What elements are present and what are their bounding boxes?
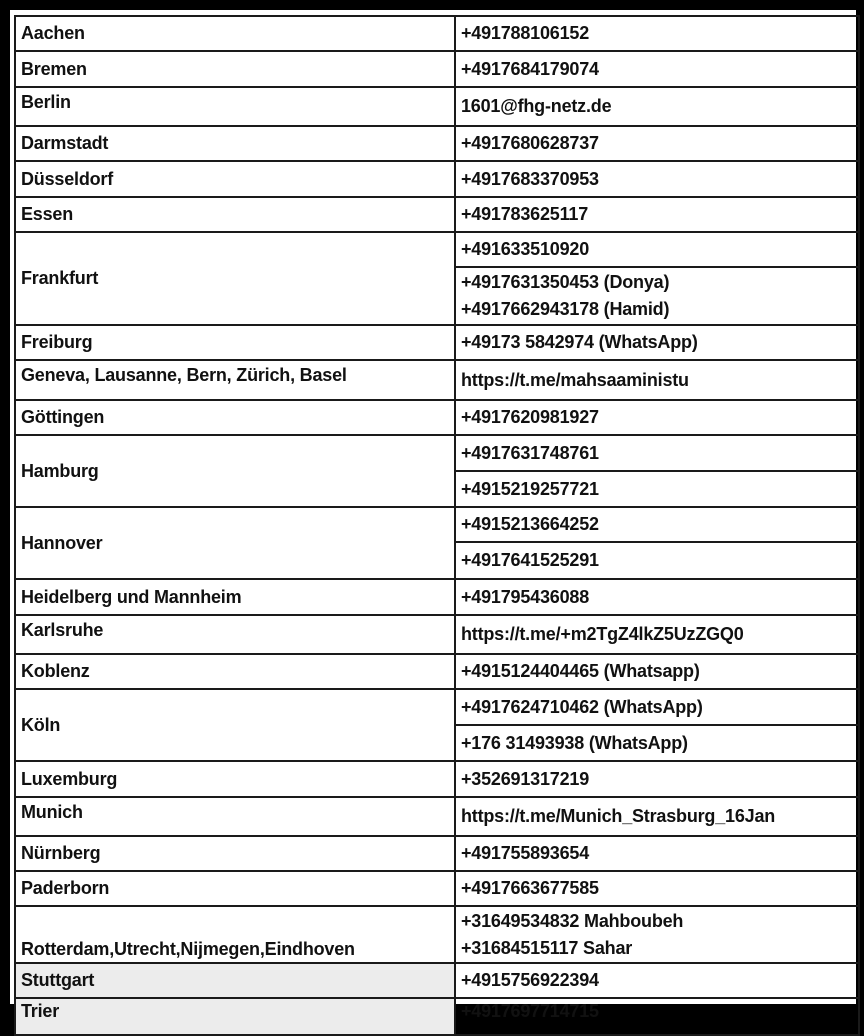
city-cell: Hamburg: [15, 435, 455, 507]
city-cell: Trier: [15, 998, 455, 1035]
table-row: [15, 871, 859, 906]
contact-cell: +4917631350453 (Donya) +4917662943178 (Hamid): [455, 267, 859, 325]
contact-cell: https://t.me/Munich_Strasburg_16Jan: [455, 797, 859, 836]
table-row: [15, 126, 859, 161]
city-cell: Düsseldorf: [15, 161, 455, 197]
table-row: [15, 836, 859, 871]
city-cell: Stuttgart: [15, 963, 455, 998]
contact-cell: +4917620981927: [455, 400, 859, 435]
city-cell: Freiburg: [15, 325, 455, 360]
table-row: [15, 161, 859, 197]
contact-cell: +4915756922394: [455, 963, 859, 998]
table-row: [15, 87, 859, 126]
contact-cell: +4917697714715: [455, 998, 859, 1035]
city-cell: Essen: [15, 197, 455, 232]
table-row: [15, 16, 859, 51]
contact-cell: +491795436088: [455, 579, 859, 615]
contact-cell: +4917641525291: [455, 542, 859, 579]
city-cell: Bremen: [15, 51, 455, 87]
city-cell: Frankfurt: [15, 232, 455, 325]
table-row: [15, 998, 859, 1035]
table-row: [15, 689, 859, 725]
table-row: [15, 615, 859, 654]
city-cell: Karlsruhe: [15, 615, 455, 654]
contact-cell: https://t.me/+m2TgZ4lkZ5UzZGQ0: [455, 615, 859, 654]
city-cell: Berlin: [15, 87, 455, 126]
contact-cell: +4917680628737: [455, 126, 859, 161]
contact-cell: +4917631748761: [455, 435, 859, 471]
city-cell: Hannover: [15, 507, 455, 579]
city-cell: Rotterdam,Utrecht,Nijmegen,Eindhoven: [15, 906, 455, 963]
contact-cell: +4915124404465 (Whatsapp): [455, 654, 859, 689]
table-row: [15, 797, 859, 836]
contact-cell: 1601@fhg-netz.de: [455, 87, 859, 126]
table-row: [15, 507, 859, 542]
table-row: [15, 435, 859, 471]
contact-cell: +4917684179074: [455, 51, 859, 87]
contact-sheet: [10, 10, 856, 1021]
contact-cell: +176 31493938 (WhatsApp): [455, 725, 859, 761]
contact-cell: +49173 5842974 (WhatsApp): [455, 325, 859, 360]
city-cell: Luxemburg: [15, 761, 455, 797]
city-cell: Darmstadt: [15, 126, 455, 161]
contact-cell: +352691317219: [455, 761, 859, 797]
contact-cell: +4915219257721: [455, 471, 859, 507]
table-row: [15, 654, 859, 689]
city-cell: Koblenz: [15, 654, 455, 689]
city-cell: Paderborn: [15, 871, 455, 906]
table-row: [15, 761, 859, 797]
city-cell: Göttingen: [15, 400, 455, 435]
contact-cell: +491755893654: [455, 836, 859, 871]
table-row: [15, 325, 859, 360]
contact-cell: +491788106152: [455, 16, 859, 51]
city-cell: Heidelberg und Mannheim: [15, 579, 455, 615]
table-row: [15, 579, 859, 615]
city-cell: Geneva, Lausanne, Bern, Zürich, Basel: [15, 360, 455, 400]
contact-cell: +31649534832 Mahboubeh +31684515117 Sahar: [455, 906, 859, 963]
contact-cell: https://t.me/mahsaaministu: [455, 360, 859, 400]
table-row: [15, 963, 859, 998]
contact-cell: +4915213664252: [455, 507, 859, 542]
contact-cell: +491633510920: [455, 232, 859, 267]
contact-cell: +4917683370953: [455, 161, 859, 197]
contact-cell: +4917624710462 (WhatsApp): [455, 689, 859, 725]
city-cell: Munich: [15, 797, 455, 836]
table-row: [15, 400, 859, 435]
contact-cell: +4917663677585: [455, 871, 859, 906]
table-row: [15, 51, 859, 87]
city-cell: Köln: [15, 689, 455, 761]
table-row: [15, 197, 859, 232]
city-contacts-table: [14, 15, 860, 1036]
table-row: [15, 360, 859, 400]
contact-cell: +491783625117: [455, 197, 859, 232]
city-cell: Nürnberg: [15, 836, 455, 871]
table-row: [15, 906, 859, 963]
city-cell: Aachen: [15, 16, 455, 51]
table-row: [15, 232, 859, 267]
